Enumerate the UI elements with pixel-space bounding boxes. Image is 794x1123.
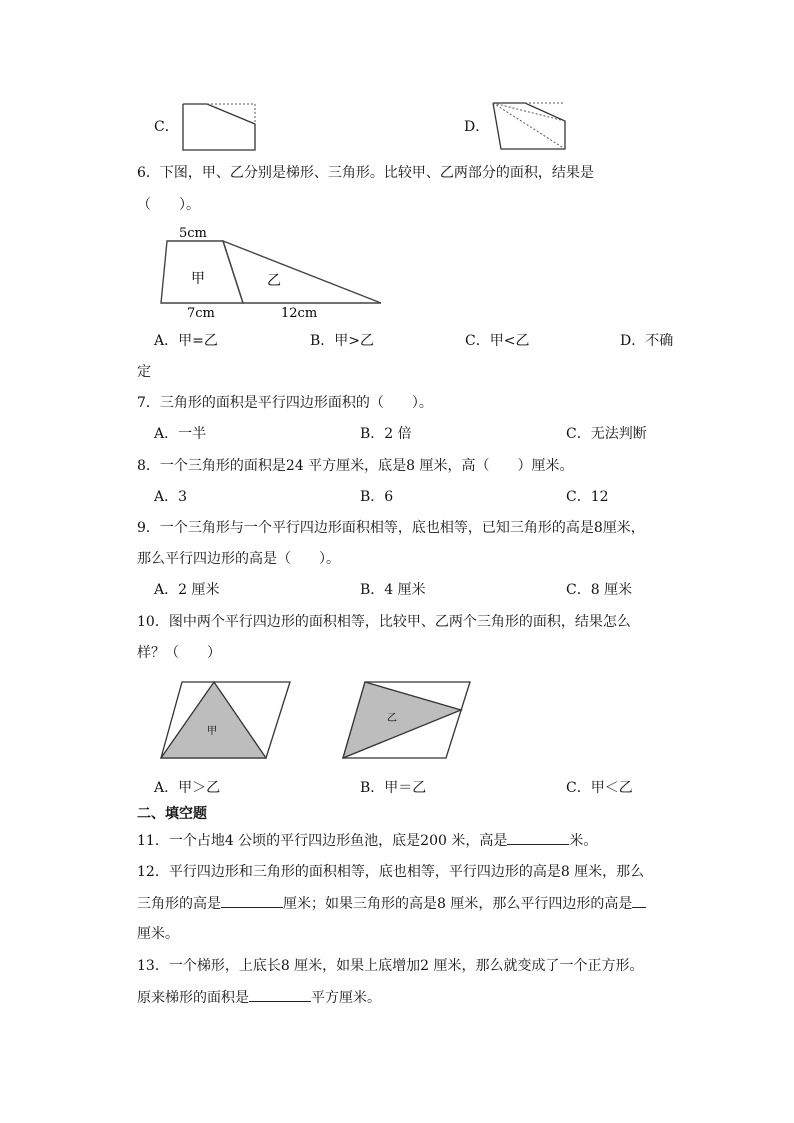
q6-option-b[interactable]: B．甲>乙	[310, 333, 375, 349]
q10-option-b[interactable]: B．甲＝乙	[360, 780, 427, 796]
q10-option-a[interactable]: A．甲＞乙	[154, 780, 221, 796]
q13-text-before: 原来梯形的面积是	[137, 990, 249, 1006]
q7-option-a[interactable]: A．一半	[154, 426, 207, 442]
q12-text-before: 三角形的高是	[137, 896, 221, 912]
q9-question-line1: 9．一个三角形与一个平行四边形面积相等，底也相等，已知三角形的高是8厘米，	[137, 520, 645, 536]
q7-question: 7．三角形的面积是平行四边形面积的（ ）。	[137, 395, 433, 411]
q7-option-b[interactable]: B．2 倍	[360, 426, 412, 442]
q6-question-line1: 6．下图，甲、乙分别是梯形、三角形。比较甲、乙两部分的面积，结果是	[137, 165, 594, 181]
q10-label-yi: 乙	[387, 713, 397, 724]
q8-option-b[interactable]: B．6	[360, 489, 394, 505]
q9-option-a[interactable]: A．2 厘米	[154, 582, 220, 598]
q12-question-line3: 厘米。	[137, 926, 179, 942]
q5-option-c-label[interactable]: C．	[154, 119, 179, 135]
q12-answer-blank-2[interactable]	[632, 893, 646, 908]
q11-answer-blank[interactable]	[507, 830, 569, 845]
q6-option-a[interactable]: A．甲=乙	[154, 333, 218, 349]
q6-label-bottom-right: 12cm	[281, 306, 318, 319]
q7-option-c[interactable]: C．无法判断	[566, 426, 647, 442]
q13-answer-blank[interactable]	[249, 987, 311, 1002]
q8-option-a[interactable]: A．3	[154, 489, 188, 505]
q13-text-after: 平方厘米。	[311, 990, 381, 1006]
q6-question-line2: （ ）。	[137, 197, 200, 213]
q9-question-line2: 那么平行四边形的高是（ ）。	[137, 551, 340, 567]
q12-question-line1: 12．平行四边形和三角形的面积相等，底也相等，平行四边形的高是8 厘米，那么	[137, 864, 645, 880]
q5-option-d-label[interactable]: D．	[464, 119, 490, 135]
q11-text-after: 米。	[569, 833, 598, 849]
q9-option-b[interactable]: B．4 厘米	[360, 582, 426, 598]
q12-text-middle: 厘米；如果三角形的高是8 厘米，那么平行四边形的高是	[283, 896, 633, 912]
q13-question-line1: 13．一个梯形，上底长8 厘米，如果上底增加2 厘米，那么就变成了一个正方形。	[137, 958, 644, 974]
q6-figure	[155, 223, 385, 319]
q10-figure-jia	[158, 679, 294, 761]
q13-question-line2	[137, 987, 381, 1008]
q9-option-c[interactable]: C．8 厘米	[566, 582, 633, 598]
q5-option-d-figure	[491, 101, 567, 151]
q10-question-line1: 10．图中两个平行四边形的面积相等，比较甲、乙两个三角形的面积，结果怎么	[137, 614, 631, 630]
q6-option-d[interactable]: D．不确	[620, 333, 674, 349]
q6-label-yi: 乙	[267, 273, 281, 289]
q11-question	[137, 830, 597, 851]
q10-label-jia: 甲	[207, 726, 217, 737]
q12-answer-blank-1[interactable]	[221, 893, 283, 908]
q10-option-c[interactable]: C．甲＜乙	[566, 780, 633, 796]
q6-option-c[interactable]: C．甲<乙	[465, 333, 530, 349]
q5-option-c-figure	[181, 102, 257, 152]
q12-question-line2	[137, 893, 646, 914]
q11-text-before: 11．一个占地4 公顷的平行四边形鱼池，底是200 米，高是	[137, 833, 508, 849]
q10-question-line2: 样？（ ）	[137, 645, 221, 661]
q8-question: 8．一个三角形的面积是24 平方厘米，底是8 厘米，高（ ）厘米。	[137, 458, 574, 474]
q6-option-d-wrap: 定	[137, 364, 151, 380]
q6-label-top: 5cm	[179, 226, 207, 241]
q6-label-bottom-left: 7cm	[187, 306, 215, 319]
q8-option-c[interactable]: C．12	[566, 489, 609, 505]
q10-figure-yi	[340, 679, 474, 761]
section-title-fill-in: 二、填空题	[137, 806, 207, 822]
q6-label-jia: 甲	[191, 271, 205, 287]
